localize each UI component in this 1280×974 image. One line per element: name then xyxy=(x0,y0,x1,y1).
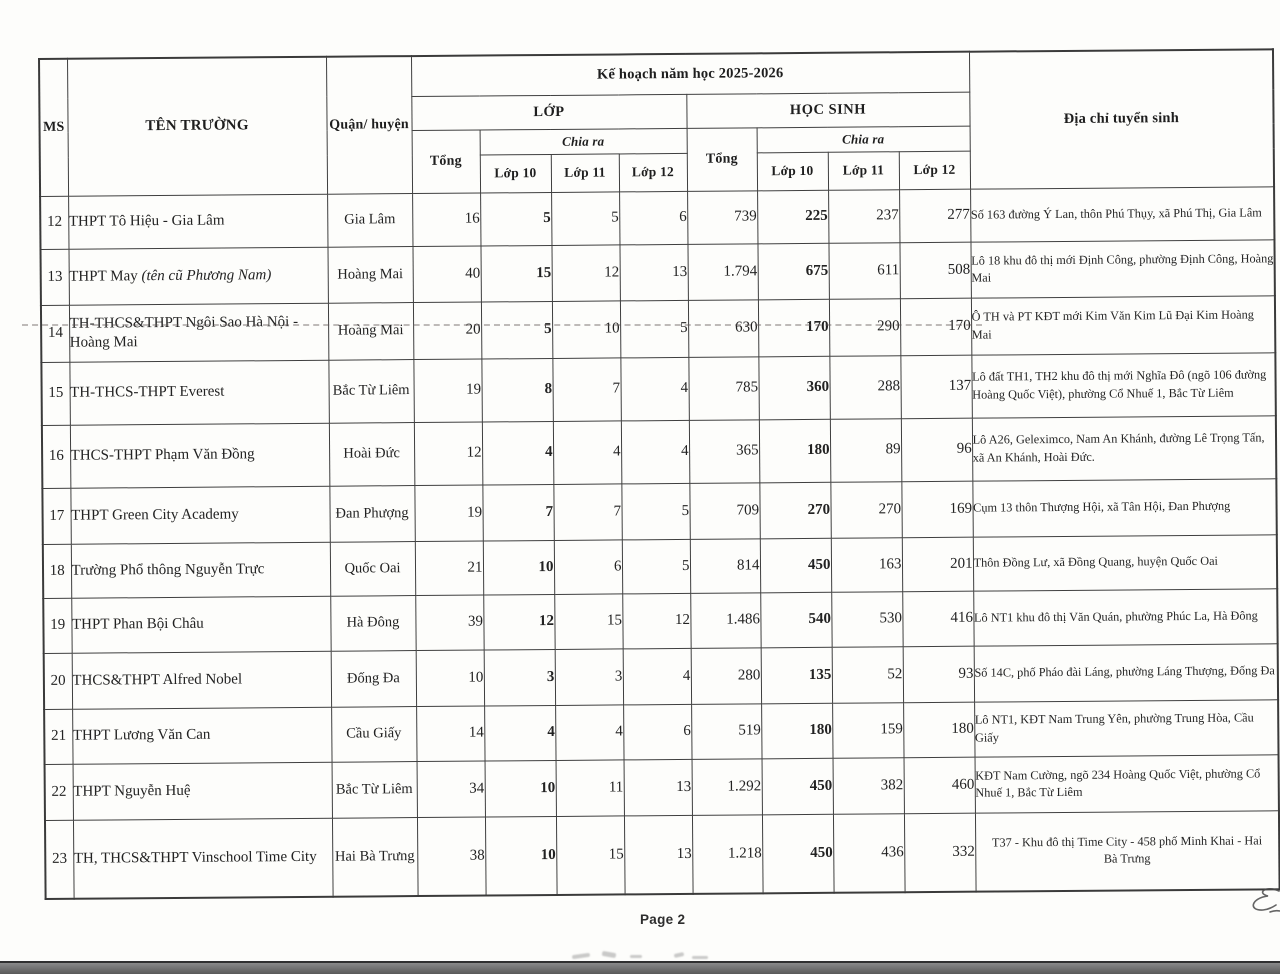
table-row xyxy=(43,534,1277,598)
school-name: THPT Nguyễn Huệ xyxy=(73,782,190,799)
enrollment-plan-table xyxy=(38,48,1280,900)
school-name: THPT Lương Văn Can xyxy=(73,727,211,744)
school-name-cell xyxy=(70,423,329,488)
classes-g11-cell: 5 xyxy=(551,191,619,245)
scan-edge-bar xyxy=(0,961,1280,974)
classes-total-cell: 12 xyxy=(414,422,482,486)
students-total-cell: 739 xyxy=(687,190,757,244)
classes-total-cell: 40 xyxy=(412,246,480,303)
school-name: THCS-THPT Phạm Văn Đồng xyxy=(71,446,255,463)
classes-g12-cell: 5 xyxy=(621,483,689,540)
classes-g11-cell: 15 xyxy=(556,815,625,895)
classes-g10-cell: 3 xyxy=(484,649,555,706)
students-g10-cell: 170 xyxy=(758,299,829,357)
students-g12-cell: 277 xyxy=(899,189,970,243)
students-g10-cell: 450 xyxy=(762,758,833,815)
table-row xyxy=(41,352,1276,425)
school-name: THPT Green City Academy xyxy=(71,506,239,523)
table-row xyxy=(44,699,1278,764)
school-name-cell xyxy=(68,194,327,249)
ms-cell: 13 xyxy=(41,249,69,305)
header-classes-g10: Lớp 10 xyxy=(480,154,551,193)
classes-g12-cell: 6 xyxy=(619,191,687,245)
students-g12-cell: 169 xyxy=(901,481,973,538)
students-g11-cell: 159 xyxy=(832,702,903,758)
school-name: TH, THCS&THPT Vinschool Time City xyxy=(74,849,317,867)
school-name: TH-THCS&THPT Ngôi Sao Hà Nội - Hoàng Mai xyxy=(70,314,299,351)
students-g12-cell: 332 xyxy=(904,813,976,893)
header-students-total: Tổng xyxy=(687,127,757,191)
classes-g11-cell: 4 xyxy=(555,704,623,760)
district-cell: Gia Lâm xyxy=(327,193,412,247)
district-cell: Hoàng Mai xyxy=(327,246,412,303)
school-name-cell xyxy=(71,542,330,598)
header-group-classes: LỚP xyxy=(411,94,686,130)
students-g11-cell: 611 xyxy=(828,242,899,299)
classes-g10-cell: 4 xyxy=(484,705,555,761)
students-g11-cell: 163 xyxy=(831,537,902,592)
students-g10-cell: 450 xyxy=(762,814,834,894)
classes-g10-cell: 15 xyxy=(480,245,551,302)
school-name: THCS&THPT Alfred Nobel xyxy=(72,671,242,688)
students-g12-cell: 416 xyxy=(902,591,974,647)
students-g11-cell: 237 xyxy=(828,189,899,243)
district-cell: Hai Bà Trưng xyxy=(332,817,418,897)
table-row xyxy=(41,239,1275,305)
classes-g12-cell: 4 xyxy=(620,357,688,421)
classes-g12-cell: 4 xyxy=(621,420,689,484)
header-classes-chia-ra: Chia ra xyxy=(480,128,687,155)
classes-total-cell: 21 xyxy=(415,541,483,596)
students-g10-cell: 360 xyxy=(758,356,829,420)
district-cell: Đan Phượng xyxy=(329,485,414,542)
school-name-cell xyxy=(69,360,328,425)
classes-g10-cell: 12 xyxy=(483,594,554,650)
students-g10-cell: 540 xyxy=(760,592,831,648)
address-cell: Lô đất TH1, TH2 khu đô thị mới Nghĩa Đô (ngõ 106 đường Hoàng Quốc Việt), phường Cổ Nhuế 1, Bắc Từ Liêm xyxy=(971,352,1275,417)
students-total-cell: 630 xyxy=(688,299,758,357)
students-g10-cell: 225 xyxy=(757,190,828,244)
students-total-cell: 785 xyxy=(688,356,758,420)
page-number: Page 2 xyxy=(640,912,685,927)
students-total-cell: 709 xyxy=(689,482,759,539)
school-name-cell xyxy=(73,818,333,899)
students-g12-cell: 508 xyxy=(899,242,971,299)
table-row xyxy=(44,643,1278,709)
table-row xyxy=(42,478,1276,544)
district-cell: Cầu Giấy xyxy=(331,706,416,762)
ms-cell: 23 xyxy=(45,820,74,899)
classes-g12-cell: 13 xyxy=(624,759,692,816)
school-name-cell xyxy=(71,596,330,653)
classes-total-cell: 10 xyxy=(416,650,484,707)
school-name-note: (tên cũ Phương Nam) xyxy=(141,267,271,284)
table-row xyxy=(40,186,1274,249)
address-cell: T37 - Khu đô thị Time City - 458 phố Minh Khai - Hai Bà Trưng xyxy=(975,810,1280,891)
school-name-cell xyxy=(69,303,328,362)
students-g11-cell: 530 xyxy=(831,591,902,647)
classes-total-cell: 14 xyxy=(416,706,484,762)
classes-g12-cell: 4 xyxy=(623,648,691,705)
students-total-cell: 1.486 xyxy=(690,592,760,648)
school-name: THPT Phan Bội Châu xyxy=(72,616,204,633)
ms-cell: 12 xyxy=(40,196,68,249)
students-g11-cell: 52 xyxy=(832,646,903,703)
header-students-chia-ra: Chia ra xyxy=(757,126,970,153)
address-cell: Thôn Đồng Lư, xã Đồng Quang, huyện Quốc Oai xyxy=(973,534,1277,590)
classes-g10-cell: 4 xyxy=(482,421,553,485)
students-g11-cell: 382 xyxy=(833,757,904,814)
ms-cell: 20 xyxy=(44,653,72,709)
table-row xyxy=(43,588,1277,653)
header-students-g12: Lớp 12 xyxy=(899,151,970,190)
classes-total-cell: 19 xyxy=(413,359,481,423)
students-total-cell: 519 xyxy=(691,703,761,759)
classes-g12-cell: 12 xyxy=(622,593,690,649)
header-group-students: HỌC SINH xyxy=(686,92,969,128)
classes-g12-cell: 13 xyxy=(619,244,687,301)
district-cell: Quốc Oai xyxy=(330,541,415,596)
address-cell: Lô NT1 khu đô thị Văn Quán, phường Phúc La, Hà Đông xyxy=(973,588,1277,645)
students-g12-cell: 137 xyxy=(900,355,972,419)
address-cell: Ô TH và PT KĐT mới Kim Văn Kim Lũ Đại Kim Hoàng Mai xyxy=(971,295,1275,354)
address-cell: Số 163 đường Ý Lan, thôn Phú Thụy, xã Phú Thị, Gia Lâm xyxy=(970,186,1274,241)
header-ms: MS xyxy=(39,59,68,196)
classes-g11-cell: 10 xyxy=(552,300,620,358)
ms-cell: 16 xyxy=(42,425,70,488)
district-cell: Bắc Từ Liêm xyxy=(328,359,413,423)
school-name-cell xyxy=(70,486,329,544)
header-classes-g11: Lớp 11 xyxy=(551,153,619,192)
ms-cell: 21 xyxy=(44,709,72,764)
school-name: THPT Tô Hiệu - Gia Lâm xyxy=(69,213,225,230)
students-total-cell: 1.218 xyxy=(692,814,763,894)
address-cell: Lô A26, Geleximco, Nam An Khánh, đường Lê Trọng Tấn, xã An Khánh, Hoài Đức. xyxy=(972,415,1276,480)
district-cell: Đống Đa xyxy=(331,650,416,707)
students-total-cell: 1.292 xyxy=(692,758,762,815)
scanned-enrollment-table xyxy=(38,48,1279,900)
students-g10-cell: 180 xyxy=(761,703,832,759)
classes-total-cell: 20 xyxy=(413,302,481,360)
classes-total-cell: 16 xyxy=(412,193,480,247)
district-cell: Hà Đông xyxy=(330,595,415,651)
school-name-cell xyxy=(68,247,327,305)
school-name-cell xyxy=(73,762,332,820)
classes-g11-cell: 4 xyxy=(553,420,621,484)
classes-g11-cell: 11 xyxy=(556,759,624,816)
students-g10-cell: 675 xyxy=(757,243,828,300)
table-header xyxy=(39,49,1274,196)
school-name: TH-THCS-THPT Everest xyxy=(70,384,224,401)
table-row xyxy=(41,295,1275,362)
students-g12-cell: 93 xyxy=(903,646,975,703)
table-row xyxy=(42,415,1277,488)
students-g11-cell: 89 xyxy=(830,418,901,482)
students-g12-cell: 96 xyxy=(901,418,973,482)
ms-cell: 17 xyxy=(42,488,70,544)
classes-g10-cell: 5 xyxy=(481,301,552,359)
school-name: THPT May xyxy=(69,268,141,285)
header-school-name: TÊN TRƯỜNG xyxy=(67,57,327,196)
classes-g10-cell: 8 xyxy=(481,358,552,422)
classes-g11-cell: 12 xyxy=(551,244,619,301)
header-classes-g12: Lớp 12 xyxy=(619,153,687,192)
classes-g10-cell: 5 xyxy=(480,192,551,246)
header-students-g11: Lớp 11 xyxy=(828,151,899,190)
table-body xyxy=(40,186,1280,899)
address-cell: KĐT Nam Cường, ngõ 234 Hoàng Quốc Việt, phường Cổ Nhuế 1, Bắc Từ Liêm xyxy=(975,754,1279,812)
students-g12-cell: 201 xyxy=(902,537,974,592)
students-total-cell: 1.794 xyxy=(687,243,757,300)
school-name-cell xyxy=(72,651,331,709)
students-total-cell: 814 xyxy=(690,538,760,593)
address-cell: Số 14C, phố Pháo đài Láng, phường Láng Thượng, Đống Đa xyxy=(974,643,1278,701)
students-g11-cell: 288 xyxy=(829,355,900,419)
students-g10-cell: 270 xyxy=(759,482,830,539)
header-district: Quận/ huyện xyxy=(326,56,412,194)
school-name-cell xyxy=(72,707,331,764)
classes-g11-cell: 3 xyxy=(555,648,623,705)
students-g11-cell: 290 xyxy=(829,298,900,356)
classes-g10-cell: 10 xyxy=(485,760,556,817)
classes-total-cell: 38 xyxy=(417,817,486,897)
ms-cell: 19 xyxy=(43,598,71,653)
classes-g10-cell: 7 xyxy=(482,484,553,541)
address-cell: Lô 18 khu đô thị mới Định Công, phường Định Công, Hoàng Mai xyxy=(971,239,1275,297)
students-g12-cell: 170 xyxy=(900,298,972,356)
table-row xyxy=(45,810,1280,899)
students-g12-cell: 460 xyxy=(904,757,976,814)
students-g11-cell: 270 xyxy=(830,481,901,538)
ms-cell: 22 xyxy=(45,764,73,820)
header-classes-total: Tổng xyxy=(412,130,480,194)
ms-cell: 14 xyxy=(41,305,69,362)
classes-g12-cell: 5 xyxy=(620,300,688,358)
header-address: Địa chỉ tuyển sinh xyxy=(969,49,1274,188)
classes-g10-cell: 10 xyxy=(485,816,557,896)
classes-g10-cell: 10 xyxy=(483,540,554,595)
classes-g11-cell: 7 xyxy=(552,357,620,421)
classes-total-cell: 39 xyxy=(415,595,483,651)
students-g10-cell: 450 xyxy=(760,538,831,593)
students-g10-cell: 180 xyxy=(759,419,830,483)
handwritten-mark xyxy=(1238,886,1280,918)
classes-g11-cell: 15 xyxy=(554,593,622,649)
students-g10-cell: 135 xyxy=(761,647,832,704)
table-row xyxy=(45,754,1279,820)
students-total-cell: 280 xyxy=(691,647,761,704)
classes-g12-cell: 13 xyxy=(624,815,693,895)
classes-total-cell: 19 xyxy=(414,485,482,542)
students-g12-cell: 180 xyxy=(903,702,975,758)
district-cell: Hoài Đức xyxy=(329,422,414,486)
district-cell: Bắc Từ Liêm xyxy=(332,761,417,818)
address-cell: Lô NT1, KĐT Nam Trung Yên, phường Trung Hòa, Cầu Giấy xyxy=(974,699,1278,756)
classes-g12-cell: 5 xyxy=(622,539,690,594)
students-g11-cell: 436 xyxy=(833,813,905,893)
address-cell: Cụm 13 thôn Thượng Hội, xã Tân Hội, Đan Phượng xyxy=(972,478,1276,536)
header-students-g10: Lớp 10 xyxy=(757,152,828,191)
school-name: Trường Phổ thông Nguyễn Trực xyxy=(71,561,264,579)
header-plan-title: Kế hoạch năm học 2025-2026 xyxy=(411,52,969,96)
classes-g11-cell: 6 xyxy=(554,539,622,594)
students-total-cell: 365 xyxy=(689,419,759,483)
ms-cell: 18 xyxy=(43,544,71,598)
classes-total-cell: 34 xyxy=(417,761,485,818)
classes-g12-cell: 6 xyxy=(623,704,691,760)
ms-cell: 15 xyxy=(41,362,69,425)
classes-g11-cell: 7 xyxy=(553,483,621,540)
district-cell: Hoàng Mai xyxy=(328,302,413,360)
